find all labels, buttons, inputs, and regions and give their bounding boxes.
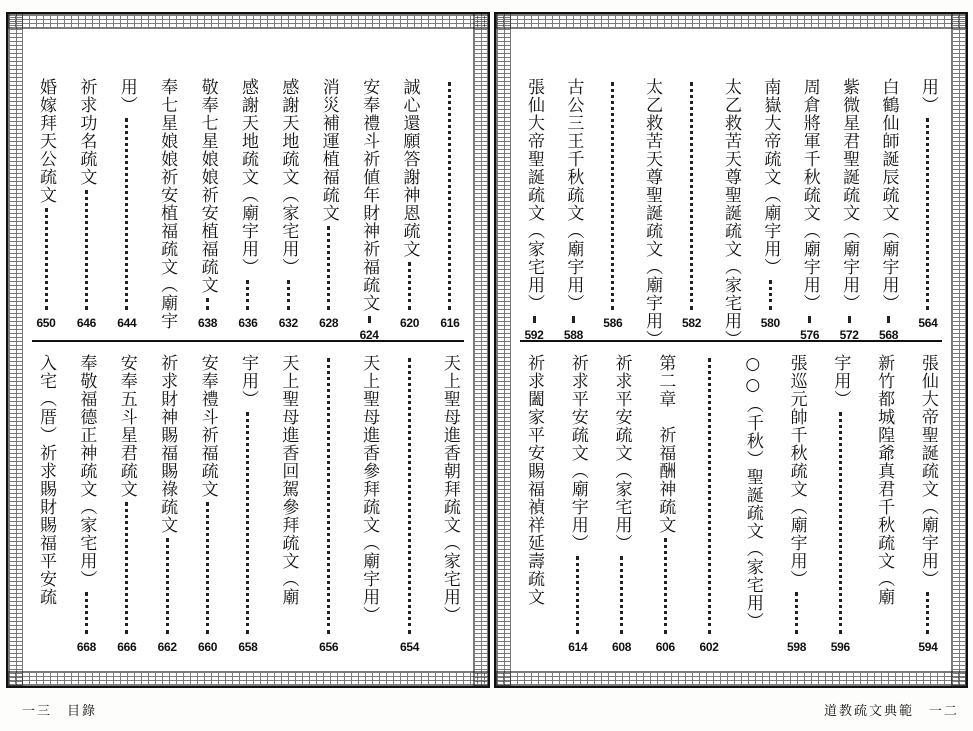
leader-dots	[808, 316, 811, 322]
toc-entry-title: 太乙救苦天尊聖誕疏文（家宅用）	[720, 78, 741, 348]
toc-entry	[717, 78, 745, 348]
leader-dots	[125, 118, 128, 310]
toc-page-number: 606	[655, 640, 675, 654]
leader-dots	[572, 316, 575, 322]
toc-entry	[835, 78, 863, 342]
toc-page-number: 572	[839, 328, 859, 342]
section-divider	[32, 340, 464, 342]
toc-page-number: 656	[319, 640, 339, 654]
leader-dots	[206, 298, 209, 310]
toc-entry	[756, 78, 784, 330]
leader-dots	[408, 262, 411, 310]
toc-entry	[113, 78, 141, 330]
border-left	[8, 14, 23, 686]
toc-entry-title: 祈求闔家平安賜福禎祥延壽疏文	[524, 354, 544, 606]
toc-page-number: 564	[918, 316, 938, 330]
toc-block-top	[520, 78, 942, 348]
leader-dots	[839, 412, 842, 634]
toc-page-number: 568	[878, 328, 899, 342]
toc-content	[32, 36, 464, 664]
toc-entry	[355, 354, 383, 654]
toc-content	[520, 36, 942, 664]
toc-entry-title: 白鶴仙師誕辰疏文（廟宇用）	[878, 78, 899, 312]
right-page	[494, 12, 968, 688]
toc-entry	[32, 354, 60, 654]
leader-dots	[166, 538, 169, 634]
toc-entry	[599, 78, 627, 330]
toc-entry-title: 太乙救苦天尊聖誕疏文（廟宇用）	[642, 78, 663, 348]
leader-dots	[246, 412, 249, 634]
toc-entry-title: 誠心還願答謝神恩疏文	[399, 78, 420, 258]
toc-page-number: 666	[117, 640, 137, 654]
toc-entry-title: 感謝天地疏文（廟宇用）	[237, 78, 258, 276]
leader-dots	[887, 316, 890, 322]
toc-entry-title: ○○（千秋）聖誕疏文（家宅用）	[742, 354, 763, 630]
toc-entry	[72, 354, 100, 654]
toc-page-number: 592	[524, 328, 544, 342]
leader-dots	[448, 82, 451, 310]
toc-entry	[274, 354, 302, 654]
toc-page-number: 644	[117, 316, 137, 330]
toc-page-number: 614	[568, 640, 588, 654]
toc-page-number: 650	[36, 316, 56, 330]
toc-entry	[72, 78, 100, 330]
leader-dots	[664, 538, 667, 634]
toc-entry	[695, 354, 723, 654]
toc-entry-title: 奉敬福德正神疏文（家宅用）	[76, 354, 97, 588]
border-right	[473, 14, 488, 686]
leader-dots	[85, 190, 88, 310]
toc-entry-title: 入宅（厝）祈求賜財賜福平安疏	[36, 354, 56, 606]
toc-entry-title: 新竹都城隍爺真君千秋疏文（廟	[874, 354, 895, 606]
toc-entry-title: 感謝天地疏文（家宅用）	[278, 78, 299, 276]
toc-entry-title: 周倉將軍千秋疏文（廟宇用）	[799, 78, 820, 312]
leader-dots	[926, 118, 929, 310]
toc-page-number: 646	[76, 316, 96, 330]
toc-entry-title: 祈求平安疏文（家宅用）	[611, 354, 632, 552]
toc-block-top	[32, 78, 464, 342]
toc-entry-title: 張仙大帝聖誕疏文（家宅用）	[524, 78, 544, 312]
toc-page-number: 576	[800, 328, 820, 342]
leader-dots	[125, 502, 128, 634]
toc-entry-title: 張巡元帥千秋疏文（廟宇用）	[786, 354, 807, 588]
toc-entry	[875, 78, 903, 342]
leader-dots	[327, 226, 330, 310]
border-bottom	[8, 671, 488, 686]
toc-entry	[194, 354, 222, 654]
toc-entry	[355, 78, 383, 342]
leader-dots	[576, 556, 579, 634]
toc-entry	[739, 354, 767, 654]
border-left	[496, 14, 511, 686]
toc-entry	[194, 78, 222, 330]
toc-entry-title: 第二章 祈福酬神疏文	[655, 354, 676, 534]
toc-entry-title: 南嶽大帝疏文（廟宇用）	[760, 78, 781, 276]
leader-dots	[368, 316, 371, 322]
toc-entry	[153, 78, 181, 330]
toc-entry	[234, 354, 262, 654]
toc-page-number: 638	[198, 316, 218, 330]
leader-dots	[926, 592, 929, 634]
leader-dots	[327, 358, 330, 634]
toc-entry-title: 宇用）	[830, 354, 851, 408]
toc-page-number: 660	[198, 640, 218, 654]
toc-entry-title: 安奉五斗星君疏文	[116, 354, 137, 498]
toc-entry	[396, 78, 424, 330]
toc-page-number: 582	[682, 316, 702, 330]
toc-entry	[113, 354, 141, 654]
toc-page-number: 620	[399, 316, 420, 330]
toc-entry	[564, 354, 592, 654]
toc-entry-title: 祈求功名疏文	[76, 78, 97, 186]
leader-dots	[848, 316, 851, 322]
toc-page-number: 602	[699, 640, 719, 654]
toc-page-number: 616	[440, 316, 460, 330]
toc-entry-title: 天上聖母進香朝拜疏文（家宅用）	[439, 354, 460, 624]
toc-entry-title: 用）	[917, 78, 938, 114]
toc-entry	[914, 354, 942, 654]
toc-page-number: 598	[787, 640, 807, 654]
border-top	[496, 14, 966, 29]
toc-entry-title: 安奉禮斗祈福疏文	[197, 354, 218, 498]
left-page	[6, 12, 490, 688]
toc-entry	[315, 78, 343, 330]
toc-entry	[520, 354, 548, 654]
toc-page-number: 658	[238, 640, 258, 654]
footer-right: 道教疏文典範 一二	[823, 704, 959, 719]
toc-page-number: 608	[611, 640, 632, 654]
toc-block-bottom	[520, 354, 942, 654]
toc-entry-title: 張仙大帝聖誕疏文（廟宇用）	[917, 354, 938, 588]
footer-left: 一三 目錄	[22, 704, 98, 719]
toc-entry	[914, 78, 942, 330]
toc-entry-title: 婚嫁拜天公疏文	[36, 78, 56, 204]
toc-entry-title: 祈求平安疏文（廟宇用）	[567, 354, 588, 552]
leader-dots	[533, 316, 536, 322]
toc-page-number: 580	[760, 316, 780, 330]
toc-entry	[608, 354, 636, 654]
leader-dots	[45, 208, 48, 310]
border-right	[951, 14, 966, 686]
toc-entry-title: 敬奉七星娘娘祈安植福疏文	[197, 78, 218, 294]
section-divider	[520, 340, 942, 342]
toc-entry	[153, 354, 181, 654]
toc-entry	[651, 354, 679, 654]
toc-page-number: 624	[359, 328, 379, 342]
toc-page-number: 588	[563, 328, 583, 342]
toc-page-number: 654	[399, 640, 420, 654]
toc-entry	[796, 78, 824, 342]
toc-page-number: 596	[830, 640, 850, 654]
toc-entry	[396, 354, 424, 654]
toc-entry	[315, 354, 343, 654]
leader-dots	[795, 592, 798, 634]
toc-entry	[638, 78, 666, 348]
toc-page-number: 594	[918, 640, 938, 654]
toc-entry	[274, 78, 302, 330]
toc-entry-title: 宇用）	[237, 354, 258, 408]
leader-dots	[611, 82, 614, 310]
toc-page-number: 662	[157, 640, 177, 654]
toc-entry-title: 天上聖母進香回駕參拜疏文（廟	[278, 354, 299, 606]
toc-page-number: 628	[319, 316, 339, 330]
leader-dots	[287, 280, 290, 310]
toc-entry	[870, 354, 898, 654]
toc-page-number: 668	[76, 640, 96, 654]
border-bottom	[496, 671, 966, 686]
toc-entry	[436, 354, 464, 654]
toc-entry-title: 消災補運植福疏文	[318, 78, 339, 222]
toc-entry-title: 古公三王千秋疏文（廟宇用）	[563, 78, 584, 312]
leader-dots	[769, 280, 772, 310]
toc-entry-title: 祈求財神賜福賜祿疏文	[157, 354, 178, 534]
toc-page-number: 632	[278, 316, 298, 330]
toc-entry	[783, 354, 811, 654]
toc-entry-title: 安奉禮斗祈値年財神祈福疏文	[359, 78, 380, 312]
leader-dots	[620, 556, 623, 634]
leader-dots	[690, 82, 693, 310]
toc-entry	[436, 78, 464, 330]
toc-entry-title: 紫微星君聖誕疏文（廟宇用）	[839, 78, 860, 312]
toc-page-number: 586	[603, 316, 623, 330]
toc-block-bottom	[32, 354, 464, 654]
toc-entry	[678, 78, 706, 330]
toc-entry	[32, 78, 60, 330]
toc-entry-title: 天上聖母進香參拜疏文（廟宇用）	[359, 354, 380, 624]
toc-entry	[520, 78, 548, 342]
leader-dots	[206, 502, 209, 634]
leader-dots	[408, 358, 411, 634]
toc-entry	[826, 354, 854, 654]
leader-dots	[708, 358, 711, 634]
toc-entry	[559, 78, 587, 342]
toc-page-number: 636	[238, 316, 258, 330]
border-top	[8, 14, 488, 29]
toc-entry-title: 用）	[116, 78, 137, 114]
leader-dots	[85, 592, 88, 634]
toc-entry-title: 奉七星娘娘祈安植福疏文（廟宇	[157, 78, 178, 330]
toc-entry	[234, 78, 262, 330]
leader-dots	[246, 280, 249, 310]
